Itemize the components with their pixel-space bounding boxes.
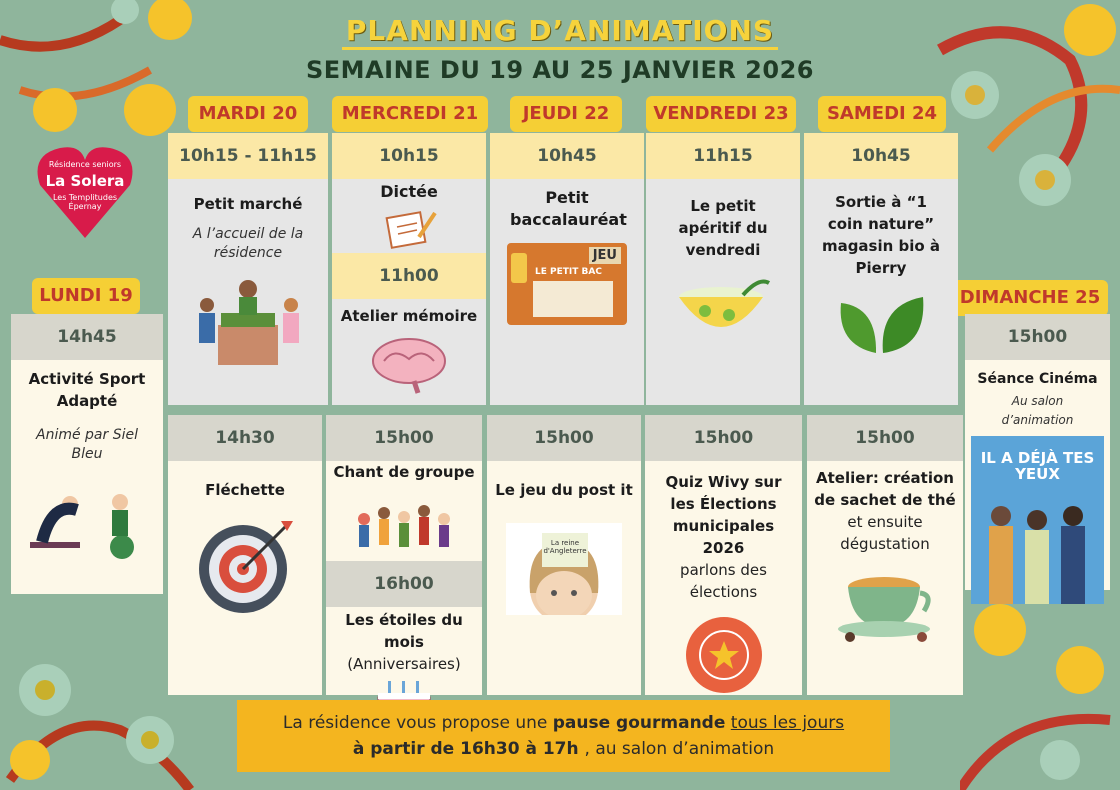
samedi-am-time: 10h45	[804, 133, 958, 179]
movie-cast-icon	[971, 486, 1104, 604]
logo-line3: Les Templitudes	[52, 193, 118, 202]
logo-line1: Résidence seniors	[48, 160, 122, 169]
movie-poster-title: IL A DÉJÀ TES YEUX	[980, 449, 1095, 483]
lundi-activity: Activité Sport Adapté	[28, 370, 146, 410]
mardi-am-activity: Petit marché	[193, 195, 303, 213]
jeudi-am-card	[490, 133, 644, 405]
movie-poster	[971, 436, 1104, 604]
banner-line2	[237, 736, 890, 762]
market-illustration-icon	[193, 275, 303, 375]
vendredi-am-activity: Le petit apéritif du vendredi	[678, 197, 768, 259]
lundi-time: 14h45	[11, 314, 163, 360]
residence-logo	[35, 140, 135, 240]
samedi-pm-note: et ensuite dégustation	[840, 513, 930, 553]
day-label-samedi: SAMEDI 24	[818, 96, 946, 132]
mercredi-a4: Les étoiles du mois	[345, 611, 463, 651]
mardi-pm-card	[168, 415, 322, 695]
dimanche-time: 15h00	[965, 314, 1110, 360]
vendredi-am-card	[646, 133, 800, 405]
jeudi-pm-card	[487, 415, 641, 695]
post-it-photo	[506, 523, 622, 615]
day-label-mardi: MARDI 20	[188, 96, 308, 132]
tea-cup-icon	[830, 565, 940, 645]
banner-text-6: , au salon d’animation	[584, 739, 775, 759]
logo-name: La Solera	[45, 172, 125, 190]
mercredi-t1: 10h15	[332, 133, 486, 179]
dimanche-card	[965, 314, 1110, 590]
samedi-am-activity: Sortie à “1 coin nature” magasin bio à Pierry	[821, 193, 941, 277]
vendredi-pm-activity: Quiz Wivy sur les Élections municipales 2026	[665, 473, 782, 557]
dartboard-icon	[195, 517, 295, 617]
mercredi-a3: Chant de groupe	[333, 463, 475, 481]
dimanche-activity: Séance Cinéma	[977, 371, 1098, 387]
page-subtitle: SEMAINE DU 19 AU 25 JANVIER 2026	[306, 56, 814, 84]
lundi-note: Animé par Siel Bleu	[36, 427, 138, 462]
mardi-pm-time: 14h30	[168, 415, 322, 461]
day-label-vendredi: VENDREDI 23	[646, 96, 796, 132]
page-title-text: PLANNING D’ANIMATIONS	[342, 14, 778, 50]
day-label-lundi: LUNDI 19	[32, 278, 140, 314]
samedi-pm-card	[807, 415, 963, 695]
mardi-am-card	[168, 133, 328, 405]
exercise-illustration-icon	[22, 482, 152, 562]
banner-text-5: à partir de 16h30 à 17h	[352, 739, 585, 759]
floral-decoration-bottom-right	[960, 590, 1120, 790]
day-label-mercredi: MERCREDI 21	[332, 96, 488, 132]
mercredi-am-card	[332, 133, 486, 405]
dimanche-note: Au salon d’animation	[1001, 394, 1074, 427]
mercredi-a4-note: (Anniversaires)	[347, 655, 461, 673]
day-label-dimanche: DIMANCHE 25	[952, 280, 1108, 316]
mercredi-pm-card	[326, 415, 482, 695]
brain-icon	[364, 333, 454, 395]
mardi-pm-activity: Fléchette	[205, 481, 285, 499]
leaves-icon	[831, 287, 931, 359]
mercredi-t3: 15h00	[326, 415, 482, 461]
page-title	[0, 14, 1120, 47]
mercredi-a2: Atelier mémoire	[340, 307, 478, 325]
mercredi-t2: 11h00	[332, 253, 486, 299]
vendredi-am-time: 11h15	[646, 133, 800, 179]
jeudi-am-activity: Petit baccalauréat	[510, 188, 627, 229]
pause-gourmande-banner	[237, 700, 890, 772]
vendredi-pm-note: parlons des élections	[680, 561, 767, 601]
jeudi-am-time: 10h45	[490, 133, 644, 179]
post-it-note: La reine d'Angleterre	[542, 533, 588, 567]
bac-word: JEU	[589, 247, 621, 264]
crowd-singing-icon	[344, 489, 464, 559]
mardi-am-time: 10h15 - 11h15	[168, 133, 328, 179]
samedi-am-card	[804, 133, 958, 405]
mercredi-a1: Dictée	[380, 182, 438, 201]
punch-bowl-icon	[673, 275, 773, 345]
jeudi-pm-time: 15h00	[487, 415, 641, 461]
dictation-notebook-icon	[379, 207, 439, 251]
vendredi-pm-card	[645, 415, 802, 695]
banner-text-4: tous les jours	[730, 713, 845, 733]
mardi-am-note: A l’accueil de la résidence	[192, 226, 304, 261]
day-label-jeudi: JEUDI 22	[510, 96, 622, 132]
logo-line4: Épernay	[68, 202, 102, 211]
lundi-card	[11, 314, 163, 594]
petit-bac-illustration	[507, 243, 627, 325]
mercredi-t4: 16h00	[326, 561, 482, 607]
samedi-pm-activity: Atelier: création de sachet de thé	[814, 469, 956, 509]
bac-title: LE PETIT BAC	[535, 267, 602, 277]
banner-line1	[237, 710, 890, 736]
jeudi-pm-activity: Le jeu du post it	[495, 481, 633, 499]
vendredi-pm-time: 15h00	[645, 415, 802, 461]
banner-text-2: pause gourmande	[552, 713, 726, 733]
award-medal-icon	[684, 615, 764, 695]
banner-text-1: La résidence vous propose une	[282, 713, 553, 733]
samedi-pm-time: 15h00	[807, 415, 963, 461]
